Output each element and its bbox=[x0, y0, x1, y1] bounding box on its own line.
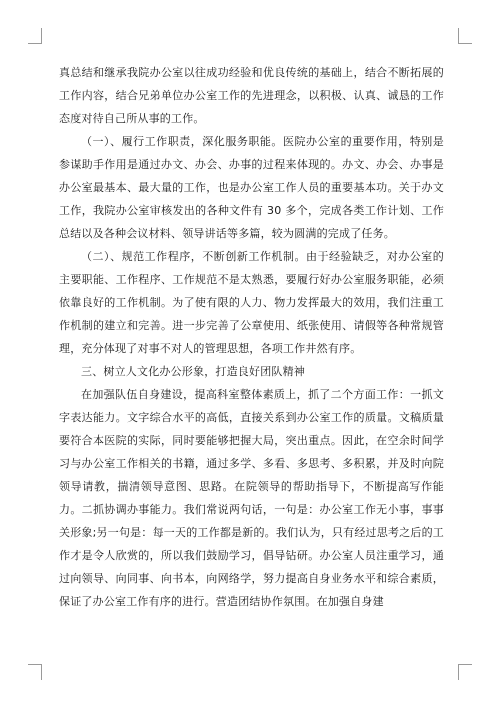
crop-mark-bottom-left-horizontal bbox=[28, 664, 42, 665]
crop-mark-top-left-vertical bbox=[41, 28, 42, 44]
paragraph-section-2: （二）、规范工作程序，不断创新工作机制。由于经验缺乏，对办公室的主要职能、工作程序、工作规范不是太熟悉，要履行好办公室服务职能，必须依靠良好的工作机制。为了使有限的人力、物力发挥最大的效用，我们注重工作机制的建立和完善。进一步完善了公章使用、纸张使用、请假等各种常规管理，充分体现了对事不对人的管理思想，各项工作井然有序。 bbox=[59, 250, 444, 355]
crop-mark-bottom-left-vertical bbox=[41, 664, 42, 680]
crop-mark-top-left-horizontal bbox=[28, 43, 42, 44]
crop-mark-bottom-right-horizontal bbox=[458, 664, 472, 665]
crop-mark-top-right-horizontal bbox=[458, 43, 472, 44]
crop-mark-top-right-vertical bbox=[458, 28, 459, 44]
document-body bbox=[59, 61, 444, 613]
paragraph-intro-continuation: 真总结和继承我院办公室以往成功经验和优良传统的基础上，结合不断拓展的工作内容，结合兄弟单位办公室工作的先进理念，以积极、认真、诚恳的工作态度对待自己所从事的工作。 bbox=[59, 66, 444, 125]
section-heading-3: 三、树立人文化办公形象，打造良好团队精神 bbox=[81, 365, 305, 378]
crop-mark-bottom-right-vertical bbox=[458, 664, 459, 680]
paragraph-section-1: （一）、履行工作职责，深化服务职能。医院办公室的重要作用，特别是参谋助手作用是通过办文、办会、办事的过程来体现的。办文、办会、办事是办公室最基本、最大量的工作，也是办公室工作人员的重要基本功。关于办文工作，我院办公室审核发出的各种文件有 30 多个，完成各类工作计划、工作总结以及各种会议材料、领导讲话等多篇，较为圆满的完成了任务。 bbox=[59, 135, 444, 240]
paragraph-section-3-body: 在加强队伍自身建设，提高科室整体素质上，抓了二个方面工作：一抓文字表达能力。文字综合水平的高低，直接关系到办公室工作的质量。文稿质量要符合本医院的实际，同时要能够把握大局，突出重点。因此，在空余时间学习与办公室工作相关的书籍，通过多学、多看、多思考、多积累，并及时向院领导请教，揣清领导意图、思路。在院领导的帮助指导下，不断提高写作能力。二抓协调办事能力。我们常说两句话，一句是：办公室工作无小事，事事关形象;另一句是：每一天的工作都是新的。我们认为，只有经过思考之后的工作才是令人欣赏的，所以我们鼓励学习，倡导钻研。办公室人员注重学习，通过向领导、向同事、向书本，向网络学，努力提高自身业务水平和综合素质，保证了办公室工作有序的进行。营造团结协作氛围。在加强自身建 bbox=[59, 388, 444, 608]
